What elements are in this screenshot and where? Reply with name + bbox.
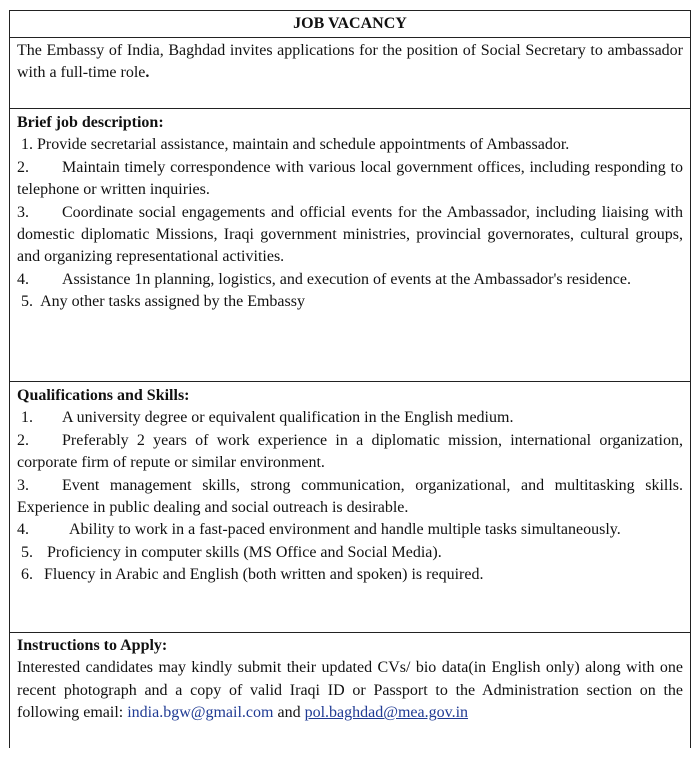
item-text: Preferably 2 years of work experience in a diplomatic mission, international organization, corporate firm of repute or similar environment. <box>17 431 683 472</box>
table-divider-title <box>9 37 691 38</box>
intro-paragraph <box>17 40 683 85</box>
item-text: Ability to work in a fast-paced environment and handle multiple tasks simultaneously. <box>69 521 621 539</box>
qualifications-heading: Qualifications and Skills: <box>17 387 190 404</box>
item-number: 5. <box>21 543 33 561</box>
email-link-secondary[interactable]: pol.baghdad@mea.gov.in <box>304 704 469 722</box>
job-description-item <box>17 269 683 291</box>
item-number: 2. <box>17 431 29 449</box>
email-link-primary[interactable]: india.bgw@gmail.com <box>127 704 274 722</box>
qualification-item <box>17 542 683 564</box>
item-text: Coordinate social engagements and official events for the Ambassador, including liaising with domestic diplomatic Missions, Iraqi government ministries, provincial governorates, cultural groups, and organizing representational activities. <box>17 203 683 266</box>
item-number: 3. <box>17 476 29 494</box>
item-text: Event management skills, strong communication, organizational, and multitasking skills. Experience in public dealing and social outreach is desirable. <box>17 476 683 517</box>
item-text: Any other tasks assigned by the Embassy <box>40 293 305 311</box>
item-number: 2. <box>17 158 29 176</box>
job-description-item <box>17 291 683 313</box>
instructions-section <box>17 635 683 725</box>
instructions-paragraph <box>17 657 683 724</box>
item-number: 4. <box>17 270 29 288</box>
qualification-item <box>17 519 683 541</box>
item-number: 4. <box>17 521 29 539</box>
job-description-item <box>17 157 683 202</box>
item-text: Fluency in Arabic and English (both written and spoken) is required. <box>44 566 484 584</box>
qualifications-section <box>17 385 683 587</box>
job-description-section <box>17 112 683 314</box>
item-text: Assistance 1n planning, logistics, and execution of events at the Ambassador's residence. <box>62 270 631 288</box>
instructions-and: and <box>277 704 301 722</box>
item-text: Provide secretarial assistance, maintain and schedule appointments of Ambassador. <box>37 136 570 154</box>
item-text: Proficiency in computer skills (MS Office and Social Media). <box>47 543 442 561</box>
intro-end: . <box>145 64 150 82</box>
item-number: 3. <box>17 203 29 221</box>
qualification-item <box>17 430 683 475</box>
job-description-item <box>17 134 683 156</box>
qualification-item <box>17 407 683 429</box>
item-number: 5. <box>21 293 33 311</box>
job-description-item <box>17 202 683 269</box>
intro-text: The Embassy of India, Baghdad invites applications for the position of Social Secretary to ambassador with a full-time role <box>17 42 683 82</box>
table-divider-intro <box>9 108 691 109</box>
item-text: A university degree or equivalent qualification in the English medium. <box>62 409 514 427</box>
item-number: 1. <box>21 136 33 154</box>
instructions-heading: Instructions to Apply: <box>17 637 168 654</box>
page-title: JOB VACANCY <box>293 15 407 32</box>
qualification-item <box>17 475 683 520</box>
table-divider-qualifications <box>9 632 691 633</box>
qualification-item <box>17 564 683 586</box>
instructions-text: Interested candidates may kindly submit their updated CVs/ bio data(in English only) along with one recent photograph and a copy of valid Iraqi ID or Passport to the Administration section on the following email: <box>17 659 683 722</box>
item-number: 1. <box>21 409 33 427</box>
item-text: Maintain timely correspondence with various local government offices, including responding to telephone or written inquiries. <box>17 158 683 199</box>
item-number: 6. <box>21 566 33 584</box>
job-description-heading: Brief job description: <box>17 114 164 131</box>
table-divider-description <box>9 381 691 382</box>
